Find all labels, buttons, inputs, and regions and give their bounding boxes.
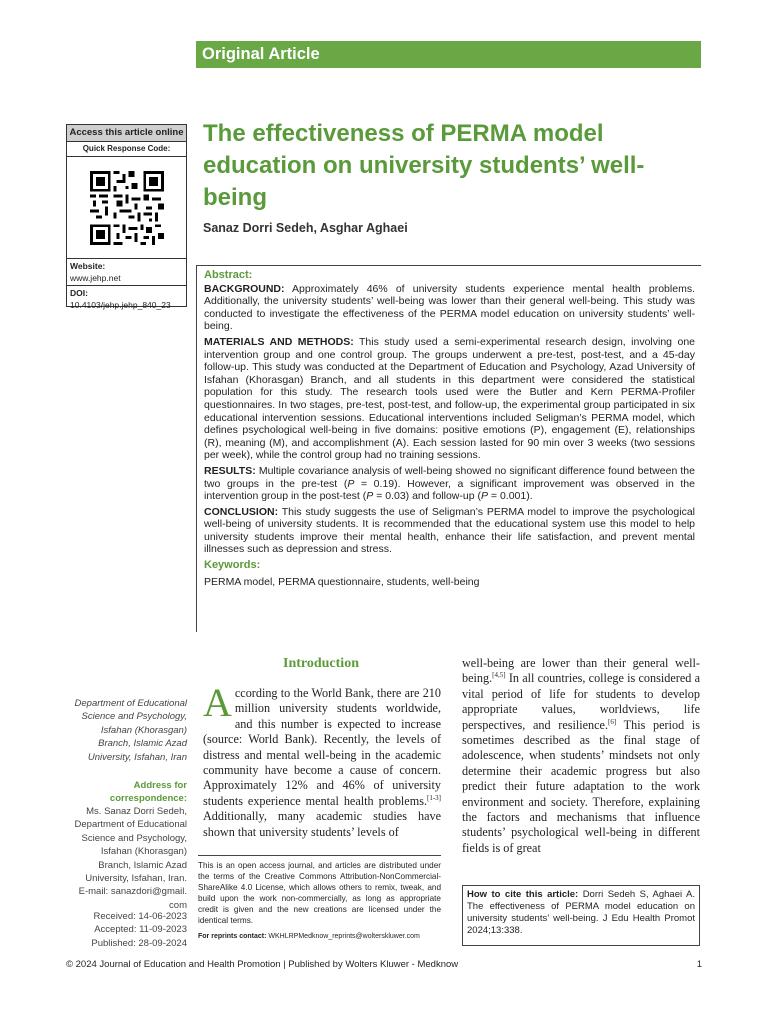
intro-paragraph-1a: ccording to the World Bank, there are 210 million university students worldwide, and this number is expected to increase (source: World Bank). Recently, the levels of distress and mental well-being in the academic community have become a cause of concern. Approximately 12% and 46% of university students experience mental health problems. xyxy=(203,686,441,808)
department-line: Isfahan (Khorasgan) xyxy=(100,724,187,736)
qr-code-area xyxy=(67,157,186,259)
correspondence-email[interactable]: E-mail: sanazdori@gmail. xyxy=(78,886,187,898)
intro-column-2 xyxy=(462,656,700,856)
intro-paragraph-2b: This period is sometimes described as the final stage of adolescence, when students’ mindsets not only determine their academic progress but also predict their future adaptation to the work environment and society. Therefore, explaining the factors and mechanisms that influence students’ psychological well-being in different fields is of great xyxy=(462,717,700,855)
drop-cap: A xyxy=(203,680,232,725)
abstract-background xyxy=(204,283,695,333)
access-online-box xyxy=(66,124,187,310)
correspondence-line: Science and Psychology, xyxy=(81,832,187,844)
correspondence-line: Isfahan (Khorasgan) xyxy=(100,846,187,858)
correspondence-address xyxy=(60,805,187,912)
department-line: Branch, Islamic Azad xyxy=(98,738,187,750)
results-text-a: Multiple covariance analysis of well-being showed no significant difference found between the two groups in the pre-test ( xyxy=(204,464,695,490)
citation-ref[interactable]: [4,5] xyxy=(492,671,506,680)
correspondence-heading-line: Address for xyxy=(133,780,187,791)
reprints-email[interactable]: WKHLRPMedknow_reprints@wolterskluwer.com xyxy=(268,933,420,940)
background-label: BACKGROUND: xyxy=(204,282,285,295)
results-text-d: = 0.001). xyxy=(487,490,533,503)
methods-text: This study used a semi-experimental research design, involving one intervention group and one control group. The groups underwent a pre-test, post-test, and a 45-day follow-up. This study was conducted at the Department of Education and Psychology, Azad University of Isfahan (Khorasgan) Branch, and all students in this department were considered the statistical population for this study. The research tools used were the Butler and Kern PERMA-Profiler questionnaires. In two stages, pre-test, post-test, and follow-up, the experimental group participated in six educational intervention sessions. Educational interventions included Seligman’s PERMA model, which defines psychological well-being in five domains: positive emotions (P), engagement (E), relationships (R), meaning (M), and accomplishment (A). Each session lasted for 90 min over 3 weeks (two sessions per week), while the control group had no training sessions. xyxy=(204,335,695,462)
website-link[interactable]: www.jehp.net xyxy=(70,273,121,283)
correspondence-line: University, Isfahan, Iran. xyxy=(85,873,187,885)
abstract-heading: Abstract: xyxy=(204,269,253,281)
qr-label: Quick Response Code: xyxy=(67,142,186,157)
doi-block xyxy=(67,286,186,312)
cite-text: Dorri Sedeh S, Aghaei A. The effectiveness of PERMA model education on university students’ well-being. J Edu Health Promot 2024;13:338. xyxy=(467,889,696,936)
how-to-cite-box xyxy=(462,885,700,946)
reprints-line xyxy=(198,931,441,942)
keywords-text: PERMA model, PERMA questionnaire, students, well-being xyxy=(204,575,480,588)
department-line: University, Isfahan, Iran xyxy=(87,751,187,763)
article-authors: Sanaz Dorri Sedeh, Asghar Aghaei xyxy=(203,221,408,235)
results-label: RESULTS: xyxy=(204,464,256,477)
qr-code-icon[interactable] xyxy=(90,171,164,245)
intro-paragraph-1b: Additionally, many academic studies have shown that university students’ levels of xyxy=(203,809,441,839)
department-line: Science and Psychology, xyxy=(81,711,187,723)
conclusion-label: CONCLUSION: xyxy=(204,505,279,518)
correspondence-heading-line: correspondence: xyxy=(109,793,187,805)
abstract-conclusion xyxy=(204,506,695,556)
citation-ref[interactable]: [6] xyxy=(608,717,617,726)
published-date: Published: 28-09-2024 xyxy=(91,937,187,949)
doi-link[interactable]: 10.4103/jehp.jehp_840_23 xyxy=(70,300,171,310)
intro-column-1 xyxy=(203,680,441,840)
license-text: This is an open access journal, and articles are distributed under the terms of the Creative Commons Attribution-NonCommercial-ShareAlike 4.0 License, which allows others to remix, tweak, and build upon the work non-commercially, as long as appropriate credit is given and the new creations are licensed under the identical terms. xyxy=(198,861,441,925)
citation-ref[interactable]: [1-3] xyxy=(427,793,441,802)
background-text: Approximately 46% of university students experience mental health problems. Additionally, the university students’ well-being was lower than their general well-being. This study was conducted to investigate the effectiveness of the PERMA model education on university students’ well-being. xyxy=(204,282,695,333)
introduction-heading: Introduction xyxy=(283,656,359,671)
abstract-box xyxy=(196,265,701,632)
correspondence-line: Ms. Sanaz Dorri Sedeh, xyxy=(86,806,187,817)
keywords-heading: Keywords: xyxy=(204,559,261,572)
p-symbol: P xyxy=(366,490,374,503)
license-note xyxy=(198,855,441,942)
abstract-results xyxy=(204,465,695,503)
footer-copyright: © 2024 Journal of Education and Health Promotion | Published by Wolters Kluwer - Medknow xyxy=(66,959,459,970)
website-label: Website: xyxy=(70,261,106,271)
department-line: Department of Educational xyxy=(74,698,187,709)
results-text-b: = 0.19). However, a significant improvement was observed in the intervention group in the post-test ( xyxy=(204,477,695,503)
page-footer xyxy=(66,959,702,970)
page-number: 1 xyxy=(696,959,702,970)
cite-label: How to cite this article: xyxy=(467,889,579,900)
author-department xyxy=(60,697,187,764)
correspondence-line: Department of Educational xyxy=(74,819,187,831)
article-title: The effectiveness of PERMA model education on university students’ well-being xyxy=(203,120,645,211)
results-text-c: = 0.03) and follow-up ( xyxy=(373,490,481,503)
access-heading: Access this article online xyxy=(67,125,186,142)
p-symbol: P xyxy=(480,490,488,503)
correspondence-email[interactable]: com xyxy=(169,899,187,911)
reprints-label: For reprints contact: xyxy=(198,933,267,940)
correspondence-line: Branch, Islamic Azad xyxy=(98,859,187,871)
correspondence-heading xyxy=(60,779,187,806)
p-symbol: P xyxy=(347,477,355,490)
website-block xyxy=(67,259,186,286)
intro-paragraph-2-lead: well-being are lower than their general well-being. xyxy=(462,656,700,686)
doi-label: DOI: xyxy=(70,288,88,298)
accepted-date: Accepted: 11-09-2023 xyxy=(94,924,187,936)
intro-paragraph-2a: In all countries, college is considered a vital period of life for students to develop appropriate values, worldviews, life perspectives, and resilience. xyxy=(462,671,700,732)
received-date: Received: 14-06-2023 xyxy=(93,911,187,922)
article-dates xyxy=(60,910,187,950)
abstract-methods xyxy=(204,336,695,462)
conclusion-text: This study suggests the use of Seligman’s PERMA model to improve the psychological well-being of university students. It is recommended that the educational system use this model to help university students improve their mental health, enhance their life satisfaction, and prevent mental illnesses such as depression and stress. xyxy=(204,505,695,556)
article-type-banner: Original Article xyxy=(196,41,701,68)
methods-label: MATERIALS AND METHODS: xyxy=(204,335,354,348)
